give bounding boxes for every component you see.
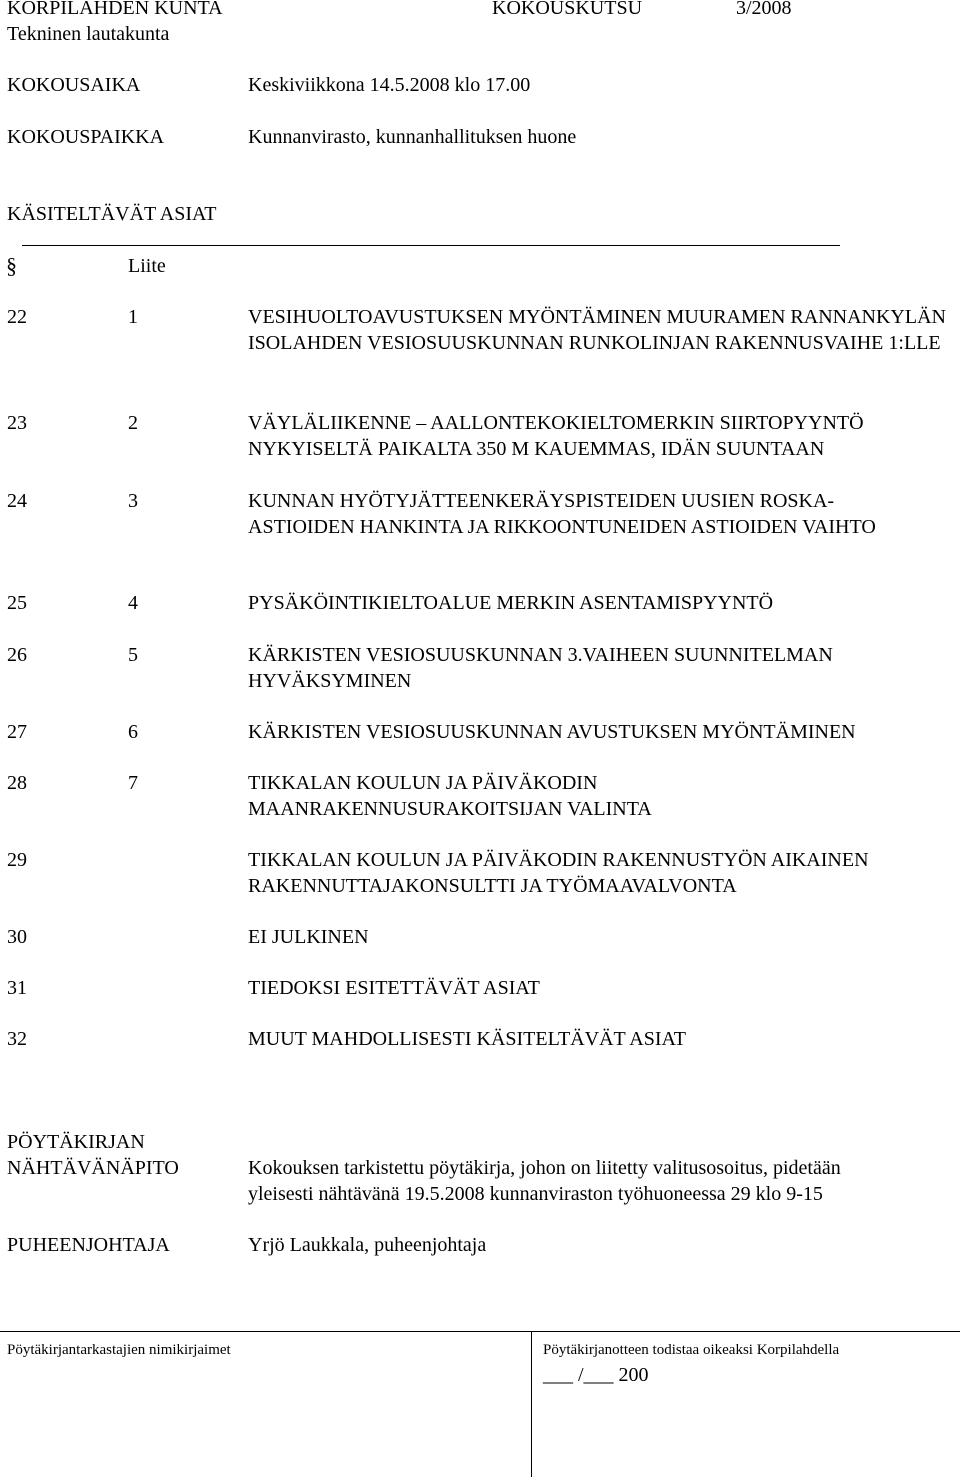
item-attachment: 5 xyxy=(128,644,138,666)
item-number: 30 xyxy=(7,926,27,948)
agenda-heading: KÄSITELTÄVÄT ASIAT xyxy=(7,203,217,225)
agenda-header-rule xyxy=(22,245,840,246)
item-title: VÄYLÄLIIKENNE – AALLONTEKOKIELTOMERKIN SIIRTOPYYNTÖ NYKYISELTÄ PAIKALTA 350 M KAUEMMAS, IDÄN SUUNTAAN xyxy=(248,412,864,460)
item-number: 26 xyxy=(7,644,27,666)
item-number: 27 xyxy=(7,721,27,743)
footer-initials-label: Pöytäkirjantarkastajien nimikirjaimet xyxy=(7,1342,231,1358)
meeting-time-label: KOKOUSAIKA xyxy=(7,74,141,96)
item-title: TIEDOKSI ESITETTÄVÄT ASIAT xyxy=(248,977,540,999)
item-attachment: 7 xyxy=(128,772,138,794)
chair-value: Yrjö Laukkala, puheenjohtaja xyxy=(248,1234,487,1256)
item-attachment: 3 xyxy=(128,490,138,512)
minutes-value-line1: Kokouksen tarkistettu pöytäkirja, johon on liitetty valitusosoitus, pidetään xyxy=(248,1157,841,1179)
item-title: KÄRKISTEN VESIOSUUSKUNNAN AVUSTUKSEN MYÖNTÄMINEN xyxy=(248,721,856,743)
minutes-value-line2: yleisesti nähtävänä 19.5.2008 kunnanviraston työhuoneessa 29 klo 9-15 xyxy=(248,1183,823,1205)
minutes-label-line2: NÄHTÄVÄNÄPITO xyxy=(7,1157,179,1179)
minutes-label-line1: PÖYTÄKIRJAN xyxy=(7,1131,145,1153)
item-attachment: 2 xyxy=(128,412,138,434)
item-attachment: 6 xyxy=(128,721,138,743)
footer-date-blank: ___ /___ 200 xyxy=(543,1364,649,1386)
footer-rule xyxy=(0,1331,960,1332)
item-number: 24 xyxy=(7,490,27,512)
footer-divider xyxy=(531,1331,532,1477)
item-attachment: 1 xyxy=(128,306,138,328)
item-number: 29 xyxy=(7,849,27,871)
item-number: 25 xyxy=(7,592,27,614)
board-name: Tekninen lautakunta xyxy=(7,23,170,45)
meeting-place-value: Kunnanvirasto, kunnanhallituksen huone xyxy=(248,126,577,148)
item-title: PYSÄKÖINTIKIELTOALUE MERKIN ASENTAMISPYYNTÖ xyxy=(248,592,774,614)
item-title: VESIHUOLTOAVUSTUKSEN MYÖNTÄMINEN MUURAMEN RANNANKYLÄN ISOLAHDEN VESIOSUUSKUNNAN RUNKOLINJAN RAKENNUSVAIHE 1:LLE xyxy=(248,306,946,354)
item-title: MUUT MAHDOLLISESTI KÄSITELTÄVÄT ASIAT xyxy=(248,1028,686,1050)
municipality-name: KORPILAHDEN KUNTA xyxy=(7,0,223,19)
item-number: 22 xyxy=(7,306,27,328)
item-title: KÄRKISTEN VESIOSUUSKUNNAN 3.VAIHEEN SUUNNITELMAN HYVÄKSYMINEN xyxy=(248,644,833,692)
item-number: 31 xyxy=(7,977,27,999)
attachment-column-label: Liite xyxy=(128,255,166,277)
footer-certification-label: Pöytäkirjanotteen todistaa oikeaksi Korpilahdella xyxy=(543,1342,840,1358)
item-attachment: 4 xyxy=(128,592,138,614)
item-title: EI JULKINEN xyxy=(248,926,369,948)
item-number: 23 xyxy=(7,412,27,434)
meeting-place-label: KOKOUSPAIKKA xyxy=(7,126,165,148)
document-number: 3/2008 xyxy=(736,0,792,19)
item-title: KUNNAN HYÖTYJÄTTEENKERÄYSPISTEIDEN UUSIEN ROSKA-ASTIOIDEN HANKINTA JA RIKKOONTUNEIDEN ASTIOIDEN VAIHTO xyxy=(248,490,876,538)
chair-label: PUHEENJOHTAJA xyxy=(7,1234,170,1256)
item-title: TIKKALAN KOULUN JA PÄIVÄKODIN RAKENNUSTYÖN AIKAINEN RAKENNUTTAJAKONSULTTI JA TYÖMAAVALVONTA xyxy=(248,849,869,897)
document-type: KOKOUSKUTSU xyxy=(492,0,643,19)
item-number: 28 xyxy=(7,772,27,794)
item-number: 32 xyxy=(7,1028,27,1050)
meeting-time-value: Keskiviikkona 14.5.2008 klo 17.00 xyxy=(248,74,531,96)
section-symbol: § xyxy=(6,253,17,278)
item-title: TIKKALAN KOULUN JA PÄIVÄKODIN MAANRAKENNUSURAKOITSIJAN VALINTA xyxy=(248,772,652,820)
